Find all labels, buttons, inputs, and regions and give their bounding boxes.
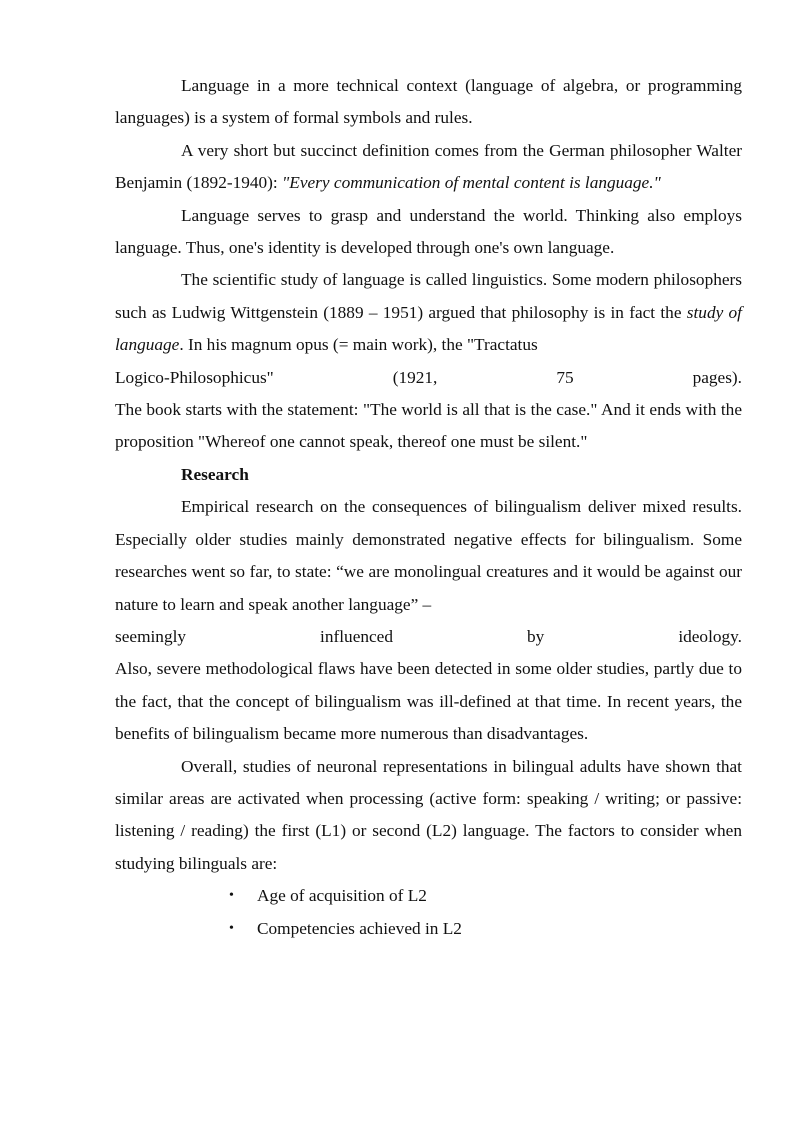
paragraph-language-world: Language serves to grasp and understand the world. Thinking also employs language. Thus, one's identity is developed through one's own language. bbox=[115, 205, 742, 258]
emphasis-study-of-language: study of language bbox=[115, 302, 742, 355]
paragraph-neuronal-representations: Overall, studies of neuronal representations in bilingual adults have shown that similar areas are activated when processing (active form: speaking / writing; or passive: listening / reading) the first (L1) or second (L2) language. The factors to consider when studying bilinguals are: bbox=[115, 756, 742, 873]
paragraph-technical-language: Language in a more technical context (language of algebra, or programming languages) is a system of formal symbols and rules. bbox=[115, 76, 742, 128]
paragraph-linguistics bbox=[115, 264, 742, 361]
list-item bbox=[229, 913, 742, 945]
bilingual-factors-list bbox=[115, 880, 742, 945]
paragraph-empirical-research: Empirical research on the consequences of bilingualism deliver mixed results. Especially older studies mainly demonstrated negative effects for bilingualism. Some researches went so far, to state: “we are monolingual creatures and it would be against our nature to learn and speak another language” – bbox=[115, 497, 742, 614]
section-heading-research: Research bbox=[181, 464, 249, 484]
bullet-icon: • bbox=[229, 888, 234, 904]
ideology-line: seemingly influenced by ideology. bbox=[115, 626, 742, 646]
list-item-text: Age of acquisition of L2 bbox=[257, 886, 427, 906]
paragraph-text: A very short but succinct definition comes from the German philosopher Walter Benjamin (1892-1940): bbox=[115, 140, 742, 193]
bullet-icon: • bbox=[229, 920, 234, 936]
paragraph-benjamin-definition bbox=[115, 135, 742, 200]
paragraph-linguistics-line bbox=[115, 362, 742, 394]
list-item-text: Competencies achieved in L2 bbox=[257, 918, 462, 938]
tractatus-title-line: Logico-Philosophicus" (1921, 75 pages). bbox=[115, 367, 742, 387]
paragraph-text: The scientific study of language is called linguistics. Some modern philosophers such as Ludwig Wittgenstein (1889 – 1951) argued that philosophy is in fact the bbox=[115, 270, 742, 322]
benjamin-quote: "Every communication of mental content is language." bbox=[282, 173, 661, 193]
document-body bbox=[115, 70, 742, 945]
paragraph-empirical-research-line bbox=[115, 621, 742, 653]
paragraph-methodological-flaws: Also, severe methodological flaws have been detected in some older studies, partly due to the fact, that the concept of bilingualism was ill-defined at that time. In recent years, the benefits of bilingualism became more numerous than disadvantages. bbox=[115, 659, 742, 744]
paragraph-tractatus-statement: The book starts with the statement: "The world is all that is the case." And it ends with the proposition "Whereof one cannot speak, thereof one must be silent." bbox=[115, 400, 742, 452]
list-item bbox=[229, 880, 742, 912]
paragraph-text: . In his magnum opus (= main work), the "Tractatus bbox=[179, 335, 538, 355]
